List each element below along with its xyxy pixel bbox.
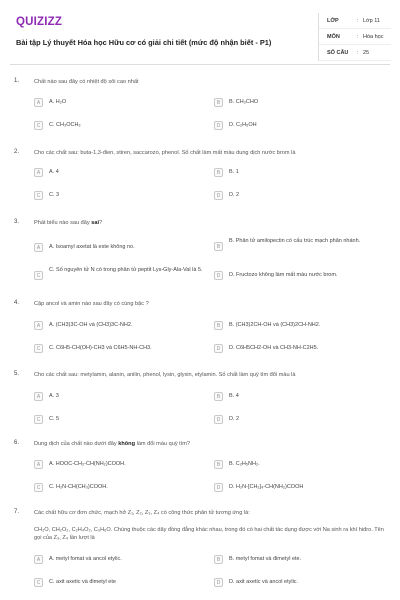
option-b[interactable] [214, 458, 384, 471]
question-text-bold: sai [91, 220, 100, 226]
meta-key: LỚP [327, 17, 339, 24]
option-d[interactable] [214, 481, 384, 494]
meta-value: 25 [363, 49, 370, 56]
question-text: Cho các chất sau: metylamin, alanin, anilin, phenol, lysin, glyxin, etylamin. Số chất làm quỳ tím đổi màu là [34, 372, 296, 378]
option-text: B. Phân tử amilopectin có cấu trúc mạch phân nhánh. [229, 238, 361, 244]
option-letter: D [214, 121, 223, 130]
quizizz-logo: QUIZIZZ [16, 16, 63, 28]
option-d[interactable] [214, 269, 384, 282]
question-text-post: ? [99, 220, 103, 226]
option-text: B. CH₃CHO [229, 99, 259, 105]
meta-row-subject [319, 29, 391, 45]
option-letter: A [34, 321, 43, 330]
meta-colon: : [357, 33, 359, 40]
option-d[interactable] [214, 119, 384, 132]
option-d[interactable] [214, 576, 384, 589]
question-text: Cặp ancol và amin nào sau đây có cùng bậc ? [34, 301, 149, 307]
option-text: A. (CH3)3C-OH và (CH3)3C-NH2. [49, 322, 133, 328]
option-letter: B [214, 98, 223, 107]
option-text: D. 2 [229, 192, 240, 198]
option-b[interactable] [214, 390, 384, 403]
meta-value: Lớp 11 [363, 17, 380, 24]
option-text: A. 4 [49, 169, 59, 175]
option-letter: A [34, 98, 43, 107]
option-letter: C [34, 483, 43, 492]
option-text: C. C6H5-CH(OH)-CH3 và C6H5-NH-CH3. [49, 345, 152, 351]
option-letter: D [214, 191, 223, 200]
option-text: D. C₂H₅OH [229, 122, 257, 128]
question-number: 4. [14, 300, 20, 306]
meta-row-count [319, 45, 391, 61]
option-text: C. axit axetic và đimetyl ete [49, 579, 116, 585]
worksheet-title: Bài tập Lý thuyết Hóa học Hữu cơ có giải chi tiết (mức độ nhận biết - P1) [16, 38, 272, 47]
option-text: A. HOOC-CH₂-CH(NH₂)COOH. [49, 461, 126, 467]
option-a[interactable] [34, 458, 204, 471]
question-text-pre: Dung dịch của chất nào dưới đây [34, 441, 119, 447]
option-text: A. 3 [49, 393, 59, 399]
option-letter: B [214, 392, 223, 401]
question-text: Các chất hữu cơ đơn chức, mạch hở Z₁, Z₂, Z₃, Z₄ có công thức phân tử tương ứng là: [34, 510, 250, 516]
option-letter: C [34, 191, 43, 200]
option-b[interactable] [214, 319, 384, 332]
option-letter: D [214, 578, 223, 587]
option-letter: D [214, 271, 223, 280]
option-b[interactable] [214, 553, 384, 566]
option-text: A. metyl fomat và ancol etylic. [49, 556, 122, 562]
option-b[interactable] [214, 236, 384, 258]
question-text-continued: CH₂O, CH₂O₂, C₂H₄O₂, C₃H₆O. Chúng thuộc các dãy đồng đẳng khác nhau, trong đó có hai chất tác dụng được với Na sinh ra khí hiđro. Tên gọi của Z₃, Z₄ lần lượt là [34, 527, 384, 541]
option-text: C. CH₃OCH₃ [49, 122, 81, 128]
option-letter: B [214, 460, 223, 469]
option-text: C. H₂N-CH(CH₃)COOH. [49, 484, 108, 490]
option-d[interactable] [214, 413, 384, 426]
question-text [34, 440, 389, 448]
option-text: D. H₂N-[CH₂]₄-CH(NH₂)COOH [229, 484, 304, 490]
meta-colon: : [357, 49, 359, 56]
question-text: Chất nào sau đây có nhiệt độ sôi cao nhất [34, 79, 139, 85]
meta-colon: : [357, 17, 359, 24]
option-text: C. 5 [49, 416, 60, 422]
option-letter: B [214, 242, 223, 251]
option-text: A. Isoamyl axetat là este không no. [49, 244, 135, 250]
option-letter: D [214, 344, 223, 353]
option-d[interactable] [214, 342, 384, 355]
option-letter: B [214, 321, 223, 330]
question-text-pre: Phát biểu nào sau đây [34, 220, 92, 226]
meta-key: MÔN [327, 33, 340, 40]
option-letter: D [214, 415, 223, 424]
option-text: D. axit axetic và ancol etylic. [229, 579, 299, 585]
option-letter: C [34, 271, 43, 280]
option-letter: C [34, 415, 43, 424]
option-text: D. Fructozo không làm mất màu nước brom. [229, 272, 338, 278]
option-c[interactable] [34, 265, 204, 287]
option-c[interactable] [34, 576, 204, 589]
option-b[interactable] [214, 96, 384, 109]
question-number: 2. [14, 149, 20, 155]
option-text: B. metyl fomat và đimetyl ete. [229, 556, 302, 562]
meta-row-grade [319, 13, 391, 29]
option-text: B. C₂H₅NH₂. [229, 461, 260, 467]
option-a[interactable] [34, 241, 204, 254]
option-letter: A [34, 168, 43, 177]
option-a[interactable] [34, 553, 204, 566]
option-letter: D [214, 483, 223, 492]
option-a[interactable] [34, 390, 204, 403]
option-letter: C [34, 121, 43, 130]
option-letter: A [34, 392, 43, 401]
option-text: B. 4 [229, 393, 239, 399]
question-text-bold: không [118, 441, 136, 447]
question-text [34, 219, 389, 227]
option-text: A. H₂O [49, 99, 67, 105]
question-number: 6. [14, 440, 20, 446]
option-c[interactable] [34, 413, 204, 426]
option-letter: A [34, 243, 43, 252]
meta-key: SỐ CÂU [327, 49, 349, 56]
option-c[interactable] [34, 119, 204, 132]
question-number: 3. [14, 219, 20, 225]
option-text: D. C6H5CH2-OH và CH3-NH-C2H5. [229, 345, 319, 351]
option-letter: C [34, 344, 43, 353]
worksheet-header [10, 8, 390, 65]
option-text: C. 3 [49, 192, 60, 198]
meta-table [318, 13, 391, 61]
option-text: D. 2 [229, 416, 240, 422]
option-c[interactable] [34, 189, 204, 202]
option-letter: B [214, 168, 223, 177]
question-text: Cho các chất sau: buta-1,3-đien, stiren, saccarozo, phenol. Số chất làm mất màu dung dịch nước brom là [34, 150, 296, 156]
option-letter: B [214, 555, 223, 564]
option-text: C. Số nguyên tử N có trong phân tử peptit Lys-Gly-Ala-Val là 5. [49, 267, 203, 273]
option-a[interactable] [34, 319, 204, 332]
question-number: 7. [14, 509, 20, 515]
option-text: B. 1 [229, 169, 239, 175]
option-c[interactable] [34, 481, 204, 494]
option-text: B. (CH3)2CH-OH và (CH3)2CH-NH2. [229, 322, 321, 328]
option-letter: A [34, 460, 43, 469]
question-number: 1. [14, 78, 20, 84]
question-number: 5. [14, 371, 20, 377]
option-letter: C [34, 578, 43, 587]
option-d[interactable] [214, 189, 384, 202]
option-a[interactable] [34, 96, 204, 109]
meta-value: Hóa học [363, 33, 384, 40]
question-text-post: làm đổi màu quỳ tím? [135, 441, 191, 447]
option-a[interactable] [34, 166, 204, 179]
option-c[interactable] [34, 342, 204, 355]
option-b[interactable] [214, 166, 384, 179]
option-letter: A [34, 555, 43, 564]
